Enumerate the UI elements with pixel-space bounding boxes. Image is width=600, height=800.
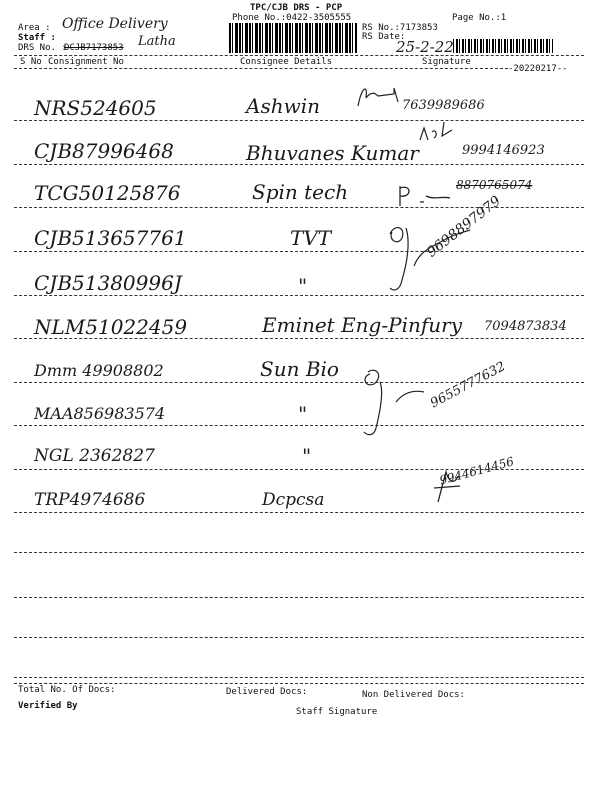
row-signature: 9944614456 bbox=[438, 454, 516, 488]
row-signature: 8870765074 bbox=[456, 178, 533, 192]
row-divider bbox=[14, 251, 584, 252]
row-divider bbox=[14, 677, 584, 678]
rs-number: RS No.:7173853 bbox=[362, 23, 438, 33]
row-consignment: NRS524605 bbox=[34, 96, 157, 120]
row-consignment: MAA856983574 bbox=[34, 404, 166, 423]
row-consignment: TCG50125876 bbox=[34, 181, 181, 205]
row-signature: 9698897979 bbox=[424, 193, 505, 261]
row-consignment: CJB513657761 bbox=[34, 226, 187, 250]
rs-date-value: 25-2-22 bbox=[396, 38, 454, 56]
row-consignee: Spin tech bbox=[252, 180, 349, 204]
signature-scribble bbox=[428, 466, 468, 506]
row-signature: 7094873834 bbox=[484, 319, 567, 334]
row-divider bbox=[14, 637, 584, 638]
row-divider bbox=[14, 597, 584, 598]
drs-value: DCJB7173853 bbox=[64, 43, 124, 53]
rs-date-label: RS Date: bbox=[362, 32, 406, 42]
signature-scribble bbox=[354, 80, 414, 110]
row-consignee: Ashwin bbox=[246, 94, 320, 118]
delivered-docs-label: Delivered Docs: bbox=[226, 687, 308, 697]
column-consignee: Consignee Details bbox=[240, 57, 333, 67]
staff-signature-label: Staff Signature bbox=[296, 707, 378, 717]
row-consignee: " bbox=[298, 402, 308, 426]
divider bbox=[14, 55, 584, 56]
row-divider bbox=[14, 552, 584, 553]
row-consignee: Dcpcsa bbox=[262, 490, 325, 510]
row-signature: 7639989686 bbox=[402, 98, 485, 113]
row-divider bbox=[14, 295, 584, 296]
signature-scribble bbox=[394, 180, 454, 212]
verified-by-label: Verified By bbox=[18, 701, 78, 711]
signature-scribble bbox=[350, 362, 430, 442]
row-consignee: Bhuvanes Kumar bbox=[246, 141, 419, 165]
row-consignee: Sun Bio bbox=[260, 357, 339, 381]
column-sno: S No bbox=[20, 57, 42, 67]
signature-scribble bbox=[418, 116, 468, 146]
row-consignee: " bbox=[302, 444, 312, 468]
row-divider bbox=[14, 382, 584, 383]
page-number: Page No.:1 bbox=[452, 13, 507, 23]
total-docs-label: Total No. Of Docs: bbox=[18, 685, 116, 695]
row-consignee: Eminet Eng-Pinfury bbox=[262, 313, 462, 337]
staff-label: Staff : bbox=[18, 33, 56, 43]
drs-label: DRS No. : bbox=[18, 43, 67, 53]
row-consignment: CJB51380996J bbox=[34, 271, 182, 295]
row-consignee: TVT bbox=[290, 226, 332, 250]
staff-value: Latha bbox=[138, 34, 176, 49]
divider bbox=[14, 683, 584, 684]
non-delivered-docs-label: Non Delivered Docs: bbox=[362, 690, 465, 700]
row-consignment: NLM51022459 bbox=[34, 315, 188, 339]
barcode-small bbox=[453, 39, 553, 53]
column-signature: Signature bbox=[422, 57, 471, 67]
area-label: Area : bbox=[18, 23, 51, 33]
row-consignment: Dmm 49908802 bbox=[34, 361, 164, 380]
area-value: Office Delivery bbox=[62, 16, 168, 32]
divider bbox=[14, 68, 508, 69]
column-consignment: Consignment No bbox=[48, 57, 124, 67]
barcode bbox=[229, 23, 357, 53]
row-consignment: CJB87996468 bbox=[34, 139, 174, 163]
row-consignment: NGL 2362827 bbox=[34, 446, 155, 466]
date-code: -20220217-- bbox=[508, 64, 568, 74]
row-divider bbox=[14, 338, 584, 339]
phone-number: Phone No.:0422-3505555 bbox=[232, 13, 352, 23]
row-divider bbox=[14, 164, 584, 165]
row-divider bbox=[14, 120, 584, 121]
signature-scribble bbox=[384, 220, 474, 300]
row-signature: 9994146923 bbox=[462, 143, 545, 158]
page-title: TPC/CJB DRS - PCP bbox=[250, 3, 343, 13]
row-divider bbox=[14, 512, 584, 513]
row-consignment: TRP4974686 bbox=[34, 490, 146, 510]
row-consignee: " bbox=[298, 274, 308, 298]
row-signature: 9655777632 bbox=[428, 359, 509, 412]
row-divider bbox=[14, 425, 584, 426]
